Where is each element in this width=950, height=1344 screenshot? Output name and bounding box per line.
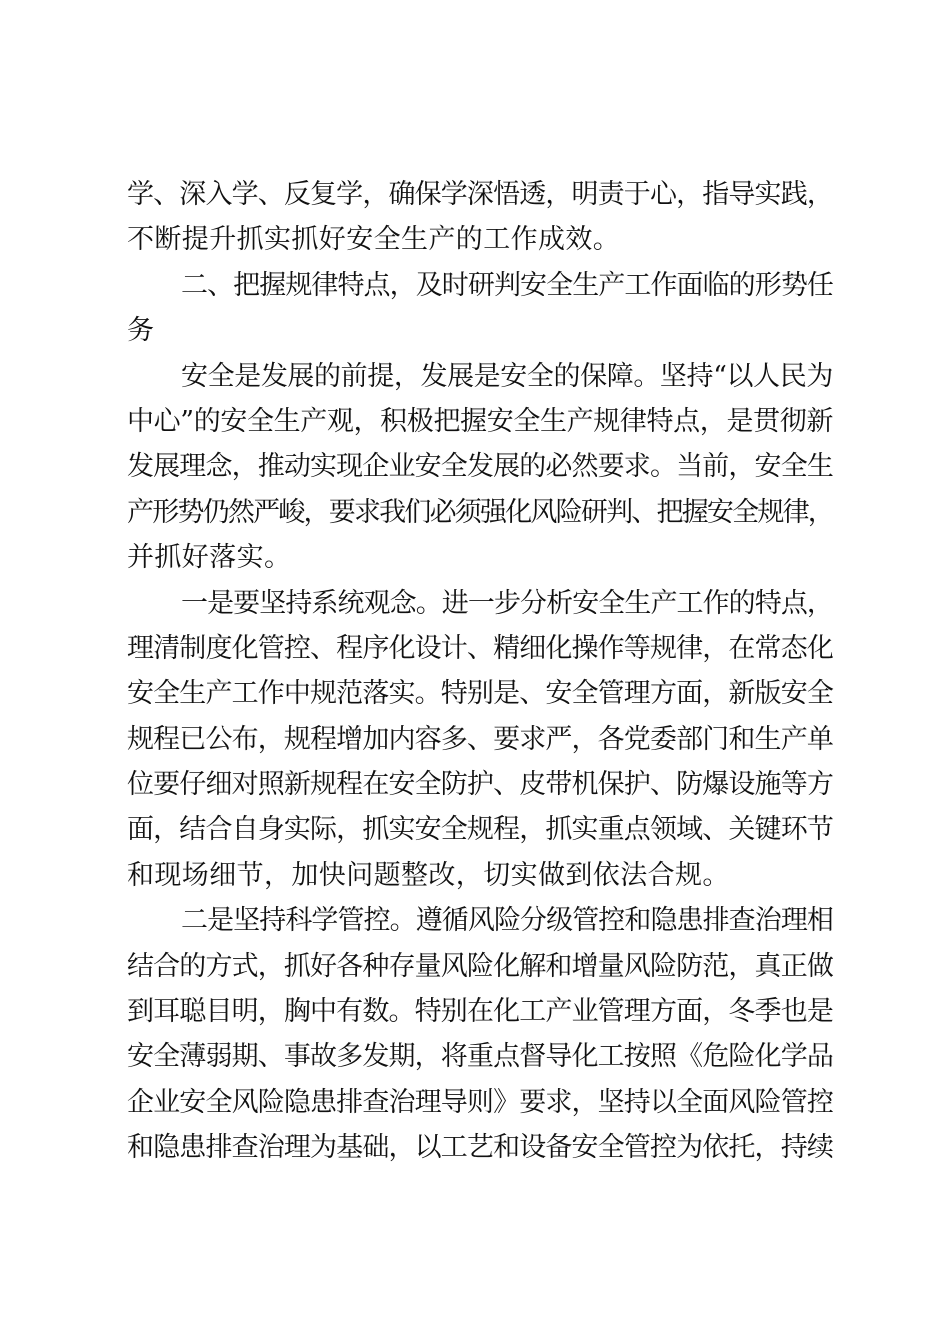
text-line: 产形势仍然严峻，要求我们必须强化风险研判、把握安全规律， <box>127 496 833 528</box>
section-heading: 二、把握规律特点，及时研判安全生产工作面临的形势任 <box>181 269 833 301</box>
text-line: 结合的方式，抓好各种存量风险化解和增量风险防范，真正做 <box>127 950 833 982</box>
text-line: 到耳聪目明，胸中有数。特别在化工产业管理方面，冬季也是 <box>127 996 833 1028</box>
text-line: 不断提升抓实抓好安全生产的工作成效。 <box>127 224 621 256</box>
text-line: 安全生产工作中规范落实。特别是、安全管理方面，新版安全 <box>127 678 833 710</box>
text-line: 中心”的安全生产观，积极把握安全生产规律特点，是贯彻新 <box>127 405 833 437</box>
text-line: 和现场细节，加快问题整改，切实做到依法合规。 <box>127 859 730 891</box>
section-heading-continuation: 务 <box>127 315 155 347</box>
text-line: 理清制度化管控、程序化设计、精细化操作等规律，在常态化 <box>127 632 833 664</box>
document-body <box>127 172 833 1171</box>
text-line: 和隐患排查治理为基础，以工艺和设备安全管控为依托，持续 <box>127 1132 833 1164</box>
text-line: 发展理念，推动实现企业安全发展的必然要求。当前，安全生 <box>127 451 833 483</box>
text-line: 企业安全风险隐患排查治理导则》要求，坚持以全面风险管控 <box>127 1086 833 1118</box>
paragraph-start: 安全是发展的前提，发展是安全的保障。坚持“以人民为 <box>181 360 833 392</box>
text-line: 安全薄弱期、事故多发期，将重点督导化工按照《危险化学品 <box>127 1041 833 1073</box>
paragraph-start: 一是要坚持系统观念。进一步分析安全生产工作的特点， <box>181 587 833 619</box>
text-line: 学、深入学、反复学，确保学深悟透，明责于心，指导实践， <box>127 179 833 210</box>
text-line: 面，结合自身实际，抓实安全规程，抓实重点领域、关键环节 <box>127 814 833 846</box>
text-line: 规程已公布，规程增加内容多、要求严，各党委部门和生产单 <box>127 723 833 755</box>
text-line: 并抓好落实。 <box>127 542 292 574</box>
paragraph-start: 二是坚持科学管控。遵循风险分级管控和隐患排查治理相 <box>181 905 833 937</box>
text-line: 位要仔细对照新规程在安全防护、皮带机保护、防爆设施等方 <box>127 769 833 801</box>
